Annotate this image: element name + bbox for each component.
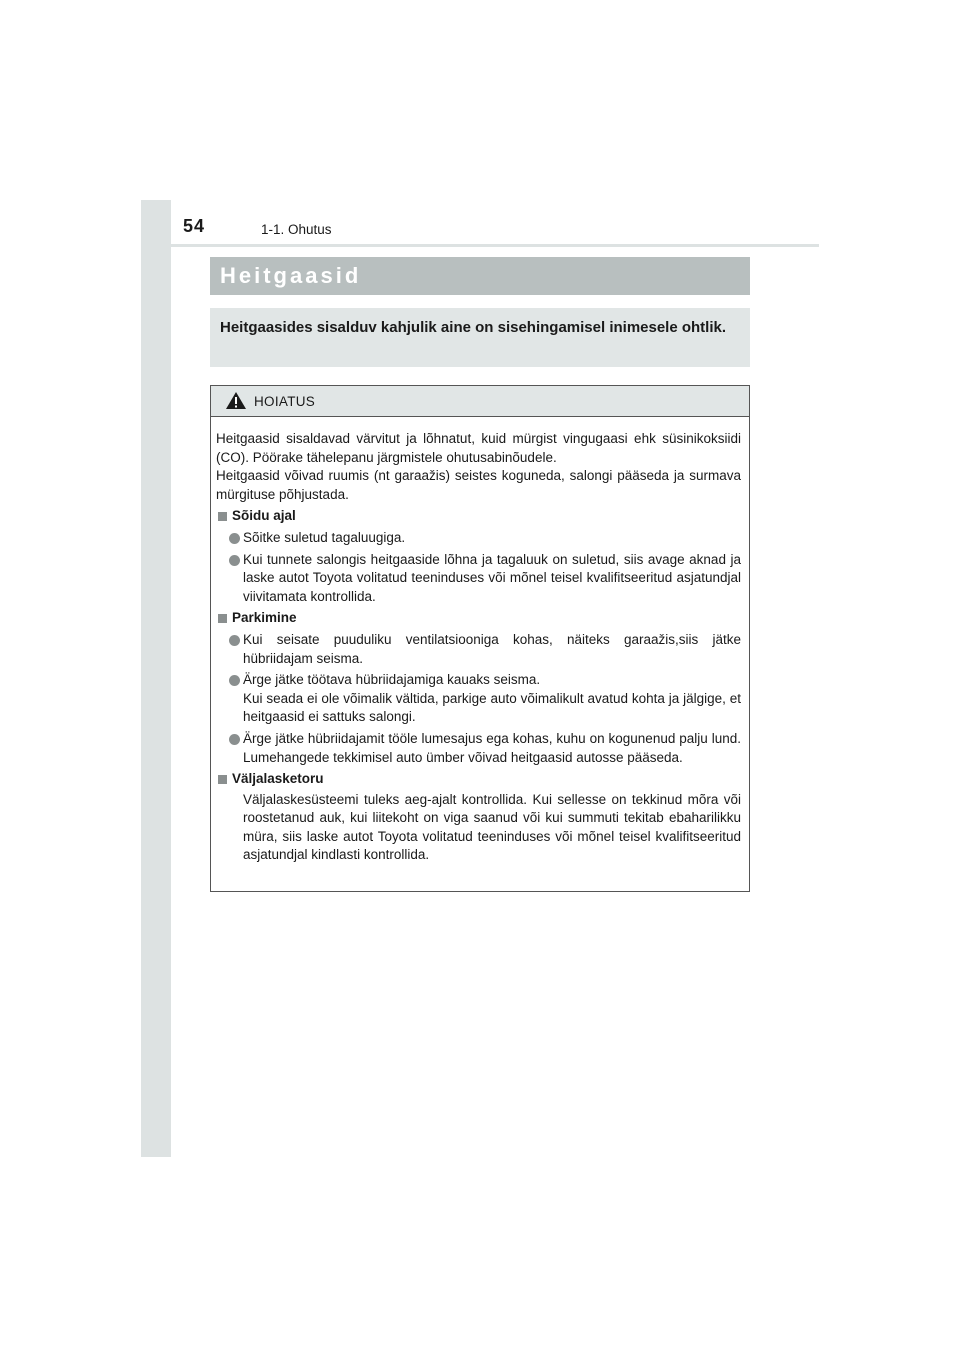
circle-bullet-icon — [229, 533, 240, 544]
square-bullet-icon — [218, 512, 227, 521]
subheading-exhaust-pipe: Väljalasketoru — [216, 770, 741, 789]
warning-label: HOIATUS — [254, 394, 316, 409]
warning-body — [211, 417, 749, 865]
list-item: Kui tunnete salongis heitgaaside lõhna ja tagaluuk on suletud, siis avage aknad ja laske autot Toyota volitatud teeninduses või mõnel teisel kvalifitseeritud asjatundjal viivitamata kontrollida. — [216, 551, 741, 607]
circle-bullet-icon — [229, 734, 240, 745]
subheading-parking: Parkimine — [216, 609, 741, 628]
page-number: 54 — [183, 216, 206, 236]
square-bullet-icon — [218, 775, 227, 784]
warning-triangle-icon — [225, 391, 247, 415]
exhaust-pipe-text: Väljalaskesüsteemi tuleks aeg-ajalt kontrollida. Kui sellesse on tekkinud mõra või roostetanud auk, kui liitekoht on viga saanud või kui summuti tekitab ebaharilikku müra, siis laske autot Toyota volitatud teeninduses või mõnel teisel kvalifitseeritud asjatundjal kindlasti kontrollida. — [243, 791, 741, 863]
warning-intro-line: Heitgaasid võivad ruumis (nt garaažis) seistes koguneda, salongi pääseda ja surmava mürgituse põhjustada. — [216, 468, 741, 502]
intro-box — [210, 308, 750, 367]
list-item: Ärge jätke hübriidajamit tööle lumesajus ega kohas, kuhu on kogunenud palju lund. Lumehangede tekkimisel auto ümber võivad heitgaasid autosse pääseda. — [216, 730, 741, 767]
circle-bullet-icon — [229, 555, 240, 566]
square-bullet-icon — [218, 614, 227, 623]
list-item: Sõitke suletud tagaluugiga. — [216, 529, 741, 548]
header-rule — [171, 244, 819, 247]
warning-header — [211, 386, 749, 417]
circle-bullet-icon — [229, 635, 240, 646]
list-item: Kui seisate puuduliku ventilatsiooniga kohas, näiteks garaažis,siis jätke hübriidajam seisma. — [216, 631, 741, 668]
subheading-driving: Sõidu ajal — [216, 507, 741, 526]
list-item: Ärge jätke töötava hübriidajamiga kauaks seisma. Kui seada ei ole võimalik vältida, parkige auto võimalikult avatud kohta ja jälgige, et heitgaasid ei sattuks salongi. — [216, 671, 741, 727]
list-item-detail: Kui seada ei ole võimalik vältida, parkige auto võimalikult avatud kohta ja jälgige, et heitgaasid ei sattuks salongi. — [243, 690, 741, 725]
section-label: 1-1. Ohutus — [261, 222, 332, 237]
intro-text: Heitgaasides sisalduv kahjulik aine on sisehingamisel inimesele ohtlik. — [220, 319, 727, 336]
side-tab-bar — [141, 200, 171, 1157]
warning-intro — [216, 430, 741, 504]
warning-box — [210, 385, 750, 892]
circle-bullet-icon — [229, 675, 240, 686]
warning-intro-line: Heitgaasid sisaldavad värvitut ja lõhnatut, kuid mürgist vingugaasi ehk süsinikoksiidi (CO). Pöörake tähelepanu järgmistele ohutusabinõudele. — [216, 431, 741, 465]
title-bar — [210, 257, 750, 295]
page-title: Heitgaasid — [220, 263, 362, 288]
